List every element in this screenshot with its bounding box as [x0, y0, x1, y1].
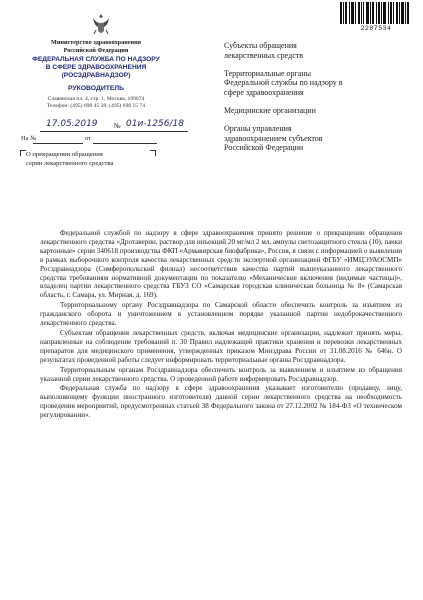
recipients-list: [224, 41, 414, 161]
number-sign: №: [114, 122, 121, 130]
coat-of-arms-icon: [90, 12, 112, 36]
barcode-number: 2287534: [360, 25, 392, 32]
address: Славянская пл. 4, стр. 1, Москва, 109074 Телефон: (495) 698 45 38; (495) 698 15 74: [46, 96, 146, 109]
body-paragraph: Федеральная служба по надзору в сфере здравоохранения указывает изготовителю (продавцу, лицу, выполняющему функции иностранного изготовителя) данной серии лекарственного средства на необходимость проведения мероприятий, предусмотренных статьей 38 Федерального закона от 27.12.2002 № 184-ФЗ «О техническом регулировании».: [40, 384, 402, 420]
letterhead: [20, 39, 172, 110]
registration-line: [40, 119, 188, 133]
barcode: [340, 2, 412, 32]
body-paragraph: Территориальным органам Росздравнадзора обеспечить контроль за выявлением и изъятием из обращения указанной серии лекарственного средства. О проведенной работе информировать Росздравнадзор.: [40, 365, 402, 383]
role-title: РУКОВОДИТЕЛЬ: [67, 85, 125, 92]
service-name: ФЕДЕРАЛЬНАЯ СЛУЖБА ПО НАДЗОРУ В СФЕРЕ ЗДРАВООХРАНЕНИЯ (РОСЗДРАВНАДЗОР): [32, 56, 160, 79]
subject-line: О прекращении обращения серии лекарственного средства: [26, 151, 114, 167]
recipient: Субъекты обращения лекарственных средств: [224, 41, 304, 60]
body-paragraph: Федеральной службой по надзору в сфере здравоохранения принято решение о прекращении обращения лекарственного средства «Дротаверин, раствор для инъекций 20 мг/мл 2 мл, ампулы светозащитного стекла (10), пачки картонные» серии 340618 производства ФКП «Армавирская биофабрика», Россия, в связи с информацией о выявлении в рамках выборочного контроля качества лекарственных средств экспертной организацией ФГБУ «ИМЦЭУАОСМП» Росздравнадзора (Симферопольский филиал) несоответствия качества партий вышеуказанного лекарственного средства требованиям нормативной документации по показателю «Механические включения (видимые частицы)», владелец партии лекарственного средства ГБУЗ СО «Самарская городская клиническая больница № 8» (Самарская область, г. Самара, ул. Мирная, д. 169).: [40, 229, 402, 300]
recipient: Органы управления здравоохранением субъектов Российской Федерации: [224, 123, 323, 153]
registration-number: 01и-1256/18: [126, 119, 184, 129]
registration-date: 17.05.2019: [46, 119, 98, 129]
recipient: Территориальные органы Федеральной службы по надзору в сфере здравоохранения: [224, 68, 343, 98]
body-paragraph: Субъектам обращения лекарственных средств, включая медицинские организации, надлежит принять меры, направленные на соблюдение требований п. 30 Правил надлежащей практики хранения и перевозки лекарственных препаратов для медицинского применения, утвержденных приказом Минздрава России от 31.08.2016 № 646н. О результатах проведенной работы следует информировать территориальные органы Росздравнадзора.: [40, 328, 402, 364]
recipient: Медицинские организации: [224, 105, 316, 115]
body-paragraph: Территориальному органу Росздравнадзора по Самарской области обеспечить контроль за изъятием из гражданского оборота и уничтожением в установленном порядке указанной партии недоброкачественного лекарственного средства.: [40, 301, 402, 328]
barcode-bars: [340, 2, 412, 24]
ministry-name: Министерство здравоохранения Российской Федерации: [50, 39, 142, 54]
reference-line: На № от: [21, 135, 161, 146]
letter-body: [40, 229, 402, 421]
